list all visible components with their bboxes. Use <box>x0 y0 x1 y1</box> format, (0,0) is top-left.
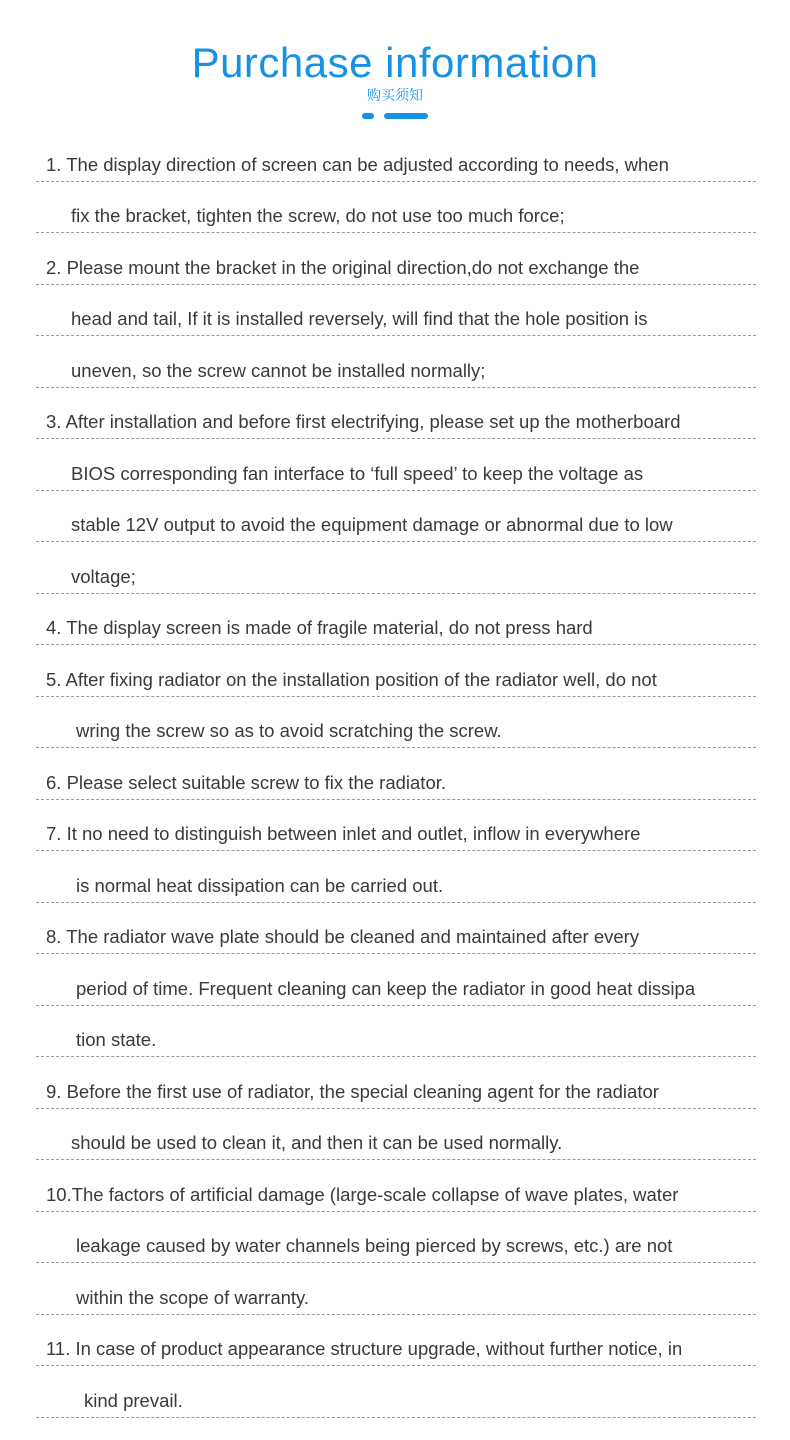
note-text: 3. After installation and before first electrifying, please set up the motherboard <box>46 411 681 432</box>
note-item-line <box>36 1057 756 1109</box>
note-continuation-line <box>36 954 756 1006</box>
note-text: within the scope of warranty. <box>76 1286 310 1308</box>
note-continuation-line <box>36 1109 756 1161</box>
note-item-line <box>36 1160 756 1212</box>
note-text: 7. It no need to distinguish between inlet and outlet, inflow in everywhere <box>46 823 641 844</box>
note-continuation-line <box>36 1212 756 1264</box>
page-subtitle: 购买须知 <box>367 87 423 103</box>
note-text: voltage; <box>71 565 136 587</box>
note-continuation-line <box>36 1006 756 1058</box>
note-text: 8. The radiator wave plate should be cleaned and maintained after every <box>46 926 640 947</box>
title-decoration-dot <box>362 113 374 119</box>
note-continuation-line <box>36 697 756 749</box>
note-text: 9. Before the first use of radiator, the special cleaning agent for the radiator <box>46 1080 659 1102</box>
note-text: head and tail, If it is installed reversely, will find that the hole position is <box>71 308 648 329</box>
note-text: leakage caused by water channels being pierced by screws, etc.) are not <box>76 1235 673 1256</box>
note-continuation-line <box>36 1263 756 1315</box>
page-title: Purchase information <box>191 39 599 86</box>
note-text: 1. The display direction of screen can be adjusted according to needs, when <box>46 153 669 175</box>
note-continuation-line <box>36 491 756 543</box>
note-item-line <box>36 903 756 955</box>
note-text: stable 12V output to avoid the equipment damage or abnormal due to low <box>71 514 673 535</box>
note-continuation-line <box>36 182 756 234</box>
note-continuation-line <box>36 1366 756 1418</box>
note-item-line <box>36 233 756 285</box>
note-text: 2. Please mount the bracket in the original direction,do not exchange the <box>46 256 640 278</box>
note-text: period of time. Frequent cleaning can keep the radiator in good heat dissipa <box>76 977 696 999</box>
note-text: is normal heat dissipation can be carried out. <box>76 874 444 896</box>
note-text: kind prevail. <box>84 1389 183 1411</box>
note-text: wring the screw so as to avoid scratching the screw. <box>76 720 502 741</box>
note-continuation-line <box>36 336 756 388</box>
note-text: 10.The factors of artificial damage (large-scale collapse of wave plates, water <box>46 1183 679 1205</box>
note-item-line <box>36 800 756 852</box>
note-continuation-line <box>36 542 756 594</box>
note-text: 11. In case of product appearance structure upgrade, without further notice, in <box>46 1338 683 1359</box>
note-text: 4. The display screen is made of fragile material, do not press hard <box>46 617 593 638</box>
header <box>0 0 790 140</box>
note-item-line <box>36 645 756 697</box>
purchase-notes-list <box>36 130 756 1418</box>
note-text: BIOS corresponding fan interface to ‘full speed’ to keep the voltage as <box>71 462 644 484</box>
note-item-line <box>36 594 756 646</box>
note-text: uneven, so the screw cannot be installed normally; <box>71 359 486 381</box>
note-text: 5. After fixing radiator on the installation position of the radiator well, do not <box>46 668 657 690</box>
note-text: tion state. <box>76 1029 157 1050</box>
note-item-line <box>36 748 756 800</box>
note-continuation-line <box>36 851 756 903</box>
note-item-line <box>36 130 756 182</box>
note-continuation-line <box>36 285 756 337</box>
note-text: should be used to clean it, and then it can be used normally. <box>71 1132 563 1153</box>
note-item-line <box>36 388 756 440</box>
title-decoration-bar <box>384 113 428 119</box>
note-continuation-line <box>36 439 756 491</box>
note-text: 6. Please select suitable screw to fix the radiator. <box>46 771 447 793</box>
note-item-line <box>36 1315 756 1367</box>
note-text: fix the bracket, tighten the screw, do not use too much force; <box>71 205 565 226</box>
